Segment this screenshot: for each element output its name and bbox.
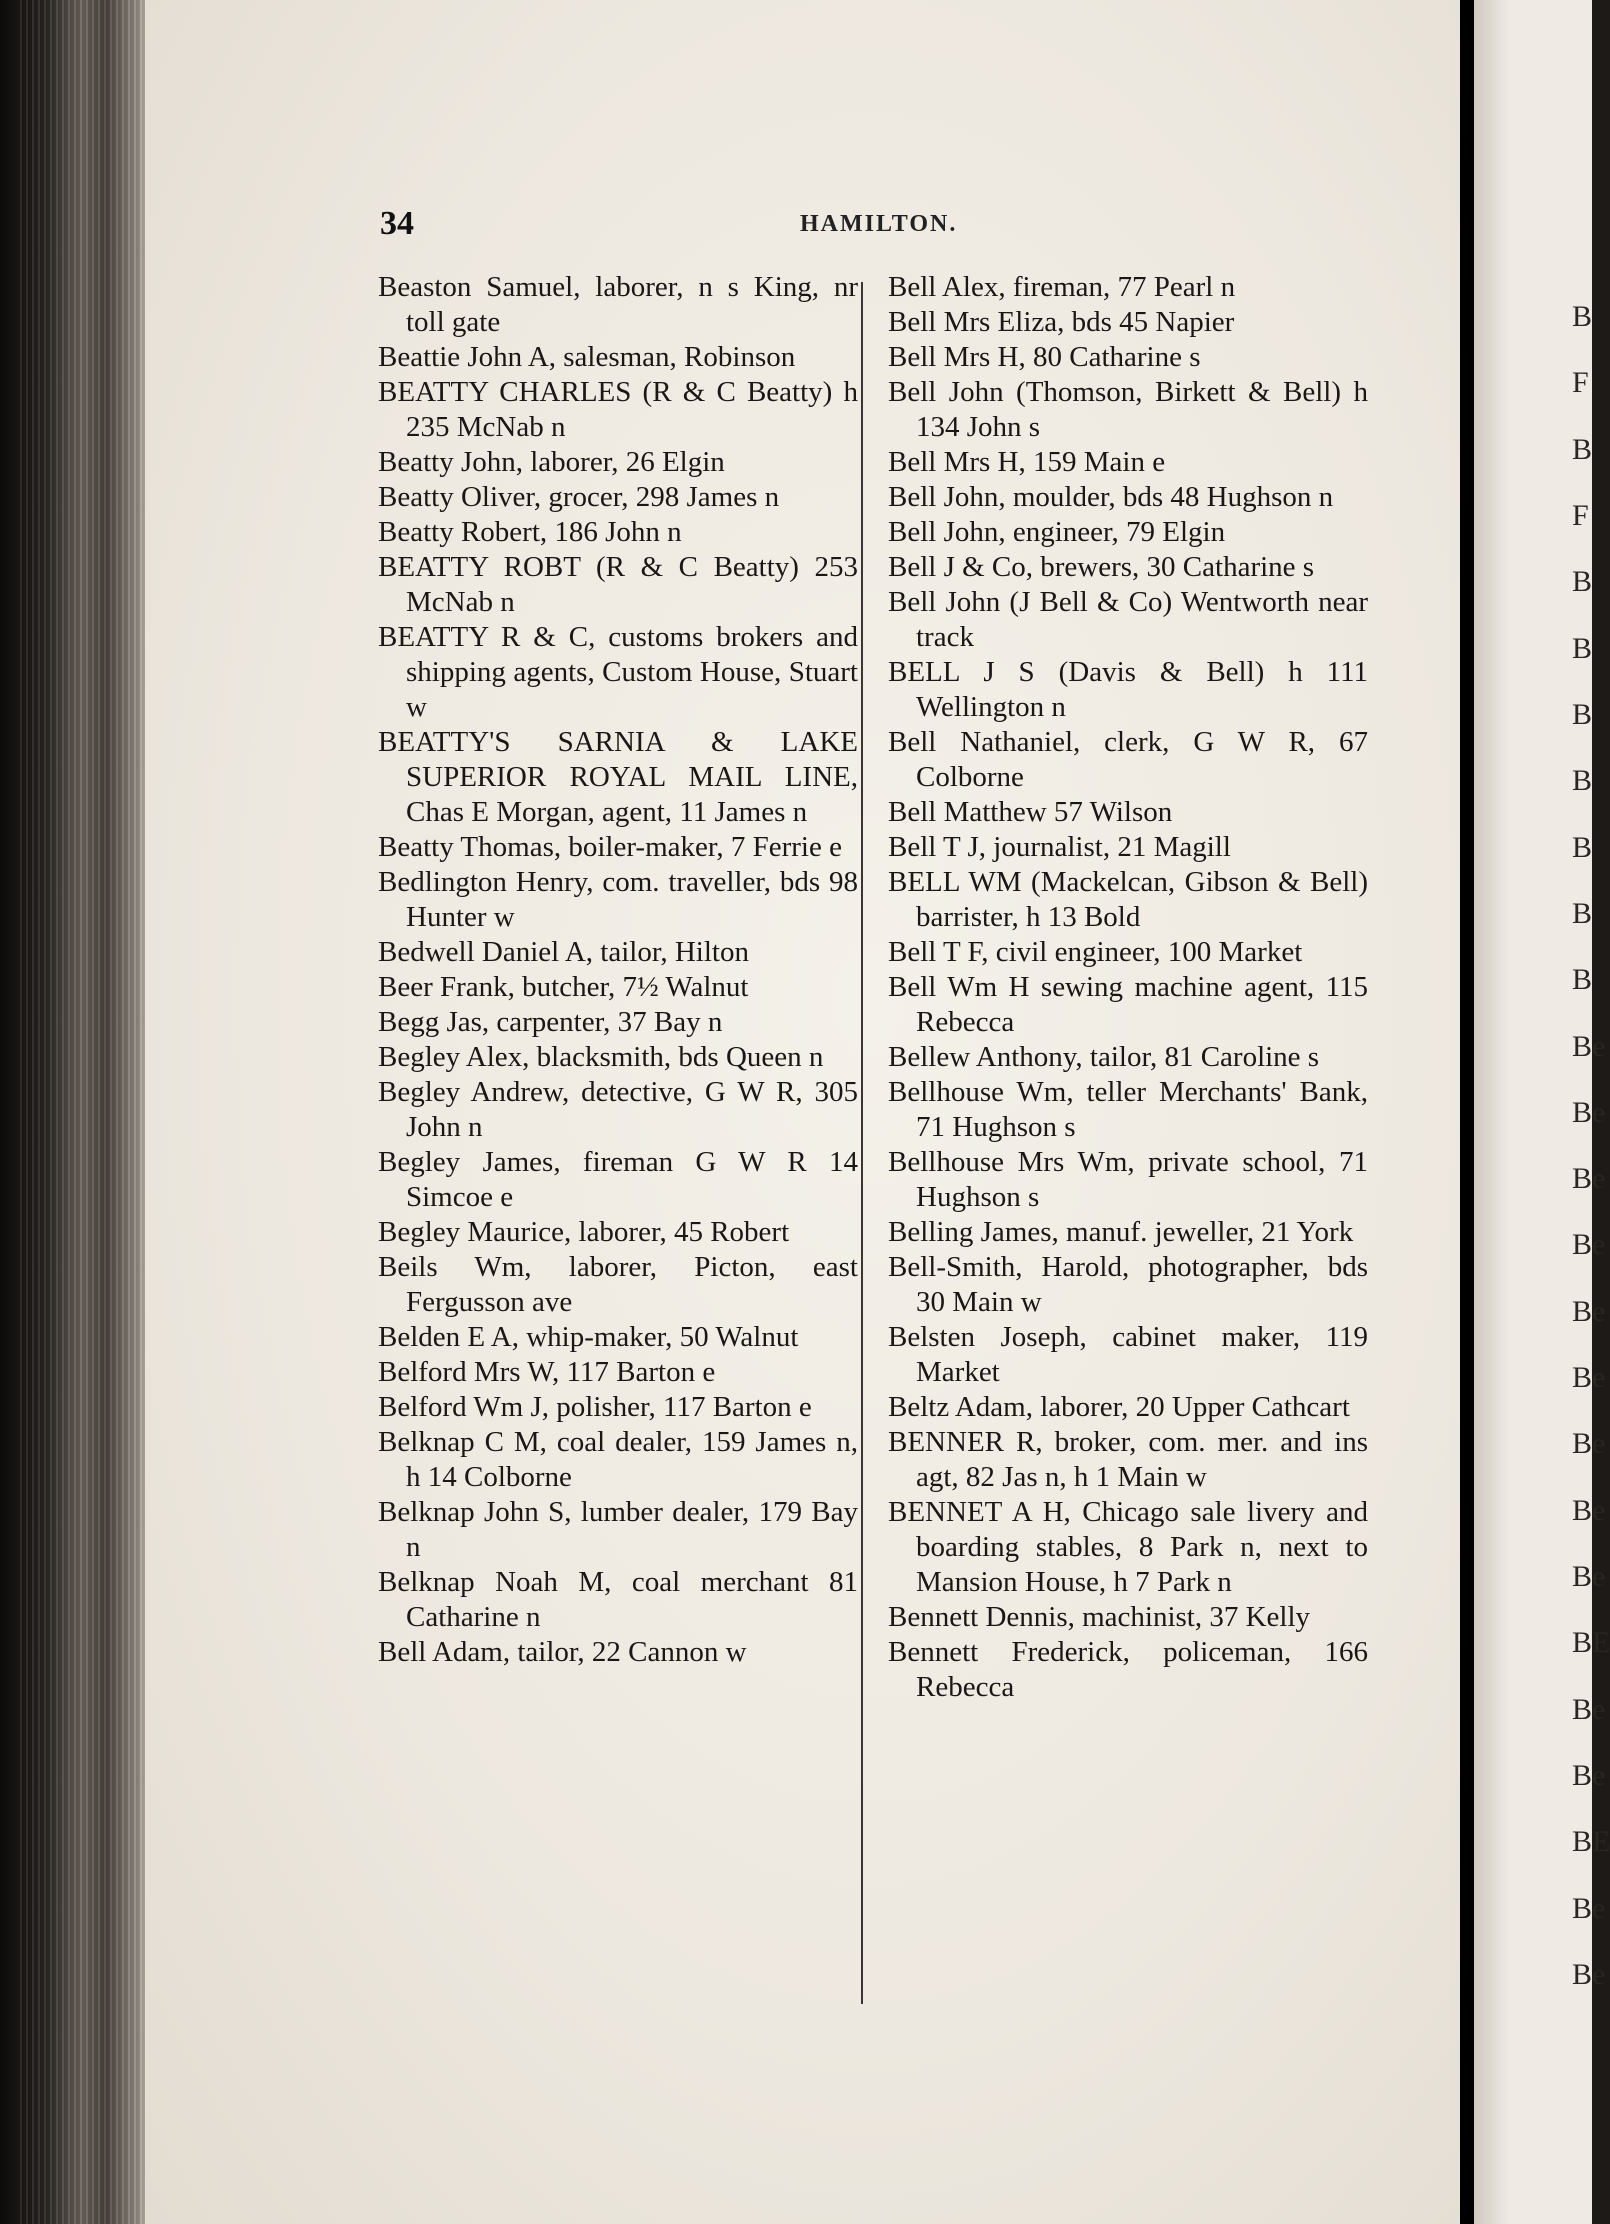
adjacent-page-letter: BE <box>1572 1626 1610 1659</box>
adjacent-page-letter: Be <box>1572 1030 1606 1063</box>
directory-entry: Bennett Frederick, policeman, 166 Rebecca <box>888 1636 1368 1703</box>
directory-entry: Bell John (Thomson, Birkett & Bell) h 134 John s <box>888 376 1368 443</box>
directory-entry: Belknap C M, coal dealer, 159 James n, h 14 Colborne <box>378 1426 858 1493</box>
adjacent-page-letter: B <box>1572 632 1593 665</box>
adjacent-page-letter: Be <box>1572 1228 1606 1261</box>
directory-entry: Belknap Noah M, coal merchant 81 Catharine n <box>378 1566 858 1633</box>
directory-entry: Bellhouse Mrs Wm, private school, 71 Hughson s <box>888 1146 1368 1213</box>
directory-entry: Bedlington Henry, com. traveller, bds 98 Hunter w <box>378 866 858 933</box>
directory-entry: Beatty John, laborer, 26 Elgin <box>378 446 725 478</box>
adjacent-page-letters <box>1474 0 1610 2224</box>
directory-entry: Belsten Joseph, cabinet maker, 119 Market <box>888 1321 1368 1388</box>
column-divider <box>861 282 863 2004</box>
adjacent-page-letter: B <box>1572 764 1593 797</box>
book-binding <box>0 0 150 2224</box>
directory-entry: Belford Wm J, polisher, 117 Barton e <box>378 1391 812 1423</box>
directory-entry: BENNER R, broker, com. mer. and ins agt, 82 Jas n, h 1 Main w <box>888 1426 1368 1493</box>
directory-entry: Bell T F, civil engineer, 100 Market <box>888 936 1303 968</box>
adjacent-page-letter: Be <box>1572 1162 1606 1195</box>
adjacent-page-letter: Be <box>1572 1295 1606 1328</box>
directory-entry: Bell-Smith, Harold, photographer, bds 30 Main w <box>888 1251 1368 1318</box>
adjacent-page-letter: BE <box>1572 1825 1610 1858</box>
directory-entry: Bell John, moulder, bds 48 Hughson n <box>888 481 1334 513</box>
directory-entry: Begley Maurice, laborer, 45 Robert <box>378 1216 790 1248</box>
directory-entry: BELL J S (Davis & Bell) h 111 Wellington n <box>888 656 1368 723</box>
adjacent-page-letter: Be <box>1572 1560 1606 1593</box>
right-column <box>888 270 1368 1705</box>
adjacent-page-sliver <box>1474 0 1610 2224</box>
adjacent-page-letter: B <box>1572 831 1593 864</box>
adjacent-page-letter: Be <box>1572 1096 1606 1129</box>
directory-entry: Bell Adam, tailor, 22 Cannon w <box>378 1636 747 1668</box>
directory-entry: Bell John (J Bell & Co) Wentworth near track <box>888 586 1368 653</box>
directory-entry: Bell Mrs H, 159 Main e <box>888 446 1166 478</box>
adjacent-page-letter: B <box>1572 897 1593 930</box>
adjacent-page-letter: B <box>1572 300 1593 333</box>
adjacent-page-letter: Be <box>1572 1958 1606 1991</box>
directory-entry: Beils Wm, laborer, Picton, east Fergusson ave <box>378 1251 858 1318</box>
page-gutter-shadow <box>1460 0 1474 2224</box>
adjacent-page-letter: F <box>1572 499 1589 532</box>
directory-entry: Bell J & Co, brewers, 30 Catharine s <box>888 551 1315 583</box>
directory-entry: Bennett Dennis, machinist, 37 Kelly <box>888 1601 1311 1633</box>
directory-entry: BENNET A H, Chicago sale livery and boarding stables, 8 Park n, next to Mansion House, h 7 Park n <box>888 1496 1368 1598</box>
directory-entry: Bell Wm H sewing machine agent, 115 Rebecca <box>888 971 1368 1038</box>
directory-entry: Bell Mrs Eliza, bds 45 Napier <box>888 306 1235 338</box>
directory-columns <box>378 270 1378 1990</box>
running-head: HAMILTON. <box>800 211 958 237</box>
left-column <box>378 270 858 1670</box>
page-number: 34 <box>380 205 414 242</box>
directory-entry: BEATTY ROBT (R & C Beatty) 253 McNab n <box>378 551 858 618</box>
directory-entry: Beltz Adam, laborer, 20 Upper Cathcart <box>888 1391 1350 1423</box>
directory-entry: Bell Matthew 57 Wilson <box>888 796 1173 828</box>
directory-entry: Belden E A, whip-maker, 50 Walnut <box>378 1321 799 1353</box>
directory-entry: Begg Jas, carpenter, 37 Bay n <box>378 1006 723 1038</box>
directory-entry: Belford Mrs W, 117 Barton e <box>378 1356 716 1388</box>
directory-entry: Begley Alex, blacksmith, bds Queen n <box>378 1041 824 1073</box>
directory-entry: Bell Mrs H, 80 Catharine s <box>888 341 1201 373</box>
adjacent-page-letter: Be <box>1572 1494 1606 1527</box>
directory-entry: Bell Alex, fireman, 77 Pearl n <box>888 271 1236 303</box>
directory-entry: Beatty Robert, 186 John n <box>378 516 682 548</box>
adjacent-page-letter: Be <box>1572 1693 1606 1726</box>
directory-entry: Beattie John A, salesman, Robinson <box>378 341 796 373</box>
directory-entry: Bellew Anthony, tailor, 81 Caroline s <box>888 1041 1320 1073</box>
adjacent-page-letter: B <box>1572 698 1593 731</box>
directory-entry: Begley James, fireman G W R 14 Simcoe e <box>378 1146 858 1213</box>
directory-entry: BEATTY R & C, customs brokers and shipping agents, Custom House, Stuart w <box>378 621 858 723</box>
adjacent-page-letter: B <box>1572 963 1593 996</box>
directory-entry: Beatty Thomas, boiler-maker, 7 Ferrie e <box>378 831 842 863</box>
directory-entry: Bell T J, journalist, 21 Magill <box>888 831 1231 863</box>
directory-entry: Belling James, manuf. jeweller, 21 York <box>888 1216 1354 1248</box>
directory-entry: BELL WM (Mackelcan, Gibson & Bell) barrister, h 13 Bold <box>888 866 1368 933</box>
directory-entry: Bell Nathaniel, clerk, G W R, 67 Colborne <box>888 726 1368 793</box>
directory-entry: Belknap John S, lumber dealer, 179 Bay n <box>378 1496 858 1563</box>
directory-entry: Bedwell Daniel A, tailor, Hilton <box>378 936 749 968</box>
directory-entry: BEATTY CHARLES (R & C Beatty) h 235 McNab n <box>378 376 858 443</box>
page-edges <box>20 0 150 2224</box>
adjacent-page-letter: Be <box>1572 1759 1606 1792</box>
adjacent-page-letter: B <box>1572 565 1593 598</box>
directory-entry: Beer Frank, butcher, 7½ Walnut <box>378 971 749 1003</box>
directory-entry: Beatty Oliver, grocer, 298 James n <box>378 481 780 513</box>
adjacent-page-letter: F <box>1572 366 1589 399</box>
directory-entry: Begley Andrew, detective, G W R, 305 John n <box>378 1076 858 1143</box>
adjacent-page-letter: Be <box>1572 1892 1606 1925</box>
directory-entry: Beaston Samuel, laborer, n s King, nr toll gate <box>378 271 858 338</box>
adjacent-page-letter: Be <box>1572 1427 1606 1460</box>
adjacent-page-letter: B <box>1572 433 1593 466</box>
directory-entry: Bellhouse Wm, teller Merchants' Bank, 71 Hughson s <box>888 1076 1368 1143</box>
directory-entry: BEATTY'S SARNIA & LAKE SUPERIOR ROYAL MAIL LINE, Chas E Morgan, agent, 11 James n <box>378 726 858 828</box>
directory-entry: Bell John, engineer, 79 Elgin <box>888 516 1226 548</box>
adjacent-page-letter: Be <box>1572 1361 1606 1394</box>
page-header <box>380 205 1380 245</box>
